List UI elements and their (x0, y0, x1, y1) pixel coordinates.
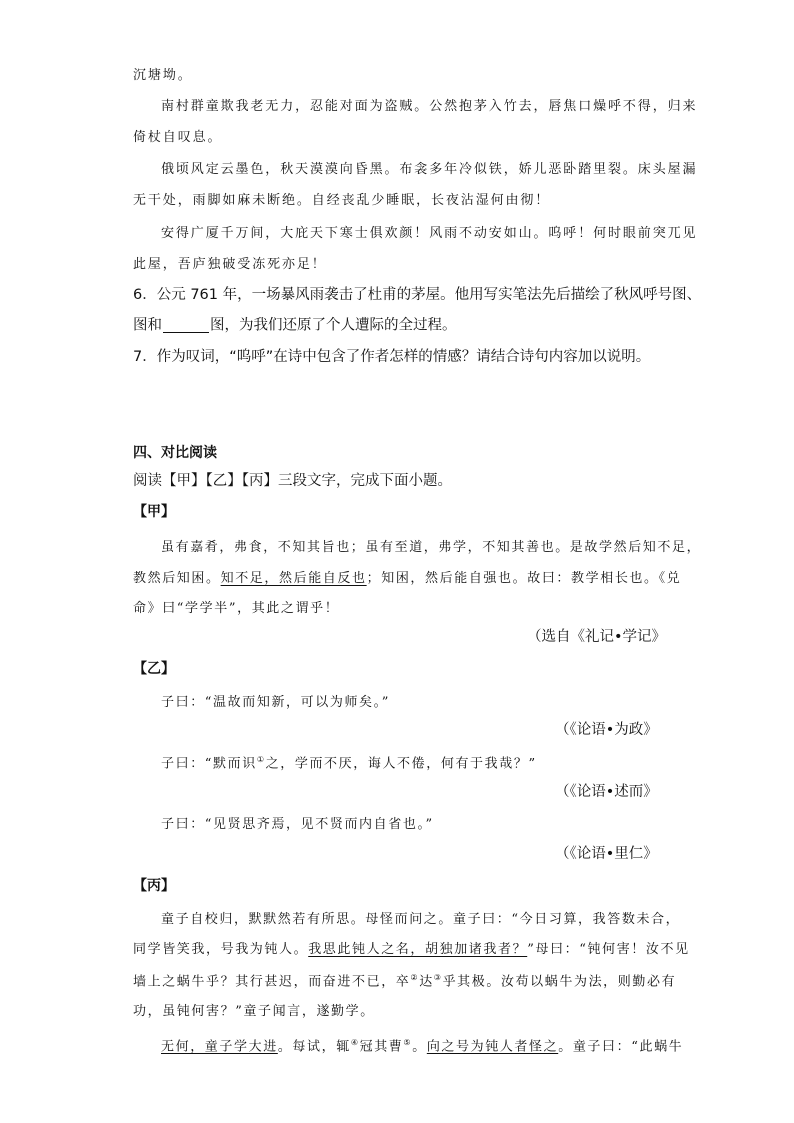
jia-source: （选自《礼记•学记》 (527, 629, 667, 645)
jia-line-2-start: 教然后知困。 (133, 571, 221, 586)
yi-source-1: （《论语•为政》 (555, 722, 658, 738)
poem-line-4: 俄顷风定云墨色，秋天漠漠向昏黑。布衾多年冷似铁，娇儿恶卧踏里裂。床头屋漏 (161, 162, 698, 177)
footnote-marker: ⑤ (403, 1038, 413, 1047)
yi-quote-2-start: 子曰：“默而识 (161, 756, 257, 772)
yi-source-2: （《论语•述而》 (555, 784, 658, 800)
bing-line-5-text-d: 。童子曰：“此蜗牛 (558, 1039, 684, 1055)
bing-line-2 (133, 943, 690, 956)
bing-line-2-end: ”母曰：“钝何害！汝不见 (527, 942, 690, 957)
bing-line-5-text-c: 。 (412, 1039, 427, 1055)
bing-line-2-start: 同学皆笑我，号我为钝人。 (133, 942, 309, 957)
poem-line-7: 此屋，吾庐独破受冻死亦足！ (133, 257, 327, 272)
bing-underlined-sentence: 我思此钝人之名，胡独加诸我者？ (308, 942, 528, 957)
poem-line-5: 无干处，雨脚如麻未断绝。自经丧乱少睡眠，长夜沾湿何由彻！ (133, 193, 551, 208)
bing-line-5-text-a: 。每试，辄 (277, 1039, 351, 1055)
passage-yi-label: 【乙】 (133, 661, 175, 677)
yi-quote-2-end: 之，学而不厌，诲人不倦，何有于我哉？” (265, 756, 537, 772)
poem-line-1: 沉塘坳。 (133, 68, 193, 83)
poem-line-6: 安得广厦千万间，大庇天下寒士俱欢颜！风雨不动安如山。呜呼！何时眼前突兀见 (161, 226, 698, 241)
yi-quote-1: 子曰：“温故而知新，可以为师矣。” (161, 695, 390, 710)
jia-underlined-phrase: 知不足，然后能自反也 (220, 571, 367, 586)
bing-line-5-text-b: 冠其曹 (359, 1039, 404, 1055)
question-6-line-1: 6．公元 761 年，一场暴风雨袭击了杜甫的茅屋。他用写实笔法先后描绘了秋风呼号图、 (133, 287, 702, 303)
footnote-marker: ④ (350, 1038, 360, 1047)
question-6-text-before: 图和 (133, 317, 162, 334)
yi-source-3: （《论语•里仁》 (555, 846, 658, 862)
bing-line-1: 童子自校归，默默然若有所思。母怪而问之。童子曰：“今日习算，我答数未合， (161, 912, 681, 927)
footnote-marker: ① (256, 755, 266, 764)
bing-line-3-end: 乎其极。汝苟以蜗牛为法，则勤必有 (442, 974, 677, 990)
passage-bing-label: 【丙】 (133, 878, 175, 894)
poem-line-3: 倚杖自叹息。 (133, 130, 223, 145)
footnote-marker: ③ (433, 973, 443, 982)
poem-line-2: 南村群童欺我老无力，忍能对面为盗贼。公然抱茅入竹去，唇焦口燥呼不得，归来 (161, 99, 698, 114)
section-heading: 四、对比阅读 (133, 445, 217, 461)
jia-line-3: 命》曰“学学半”，其此之谓乎！ (133, 601, 340, 616)
answer-blank[interactable] (163, 318, 209, 333)
bing-line-3-mid: 达 (419, 974, 434, 990)
jia-line-2 (133, 572, 681, 585)
jia-line-1: 虽有嘉肴，弗食，不知其旨也；虽有至道，弗学，不知其善也。是故学然后知不足， (161, 540, 702, 555)
bing-underlined-phrase-1: 无何，童子学大进 (161, 1039, 278, 1055)
bing-line-3-start: 墙上之蜗牛乎？其行甚迟，而奋进不已，卒 (133, 974, 411, 990)
bing-line-5 (161, 1039, 683, 1053)
bing-line-4: 功，虽钝何害？”童子闻言，遂勤学。 (133, 1004, 375, 1019)
bing-line-3 (133, 974, 676, 988)
section-instruction: 阅读【甲】【乙】【丙】三段文字，完成下面小题。 (133, 473, 452, 489)
yi-quote-2 (161, 756, 537, 770)
footnote-marker: ② (410, 973, 420, 982)
question-6-text-after: 图，为我们还原了个人遭际的全过程。 (210, 317, 457, 334)
bing-underlined-phrase-2: 向之号为钝人者怪之 (426, 1039, 559, 1055)
question-6-line-2 (133, 318, 457, 333)
jia-line-2-end: ；知困，然后能自强也。故曰：教学相长也。《兑 (366, 571, 682, 586)
passage-jia-label: 【甲】 (133, 504, 175, 520)
question-7: 7．作为叹词，“呜呼”在诗中包含了作者怎样的情感？请结合诗句内容加以说明。 (133, 349, 651, 365)
yi-quote-3: 子曰：“见贤思齐焉，见不贤而内自省也。” (161, 817, 434, 832)
